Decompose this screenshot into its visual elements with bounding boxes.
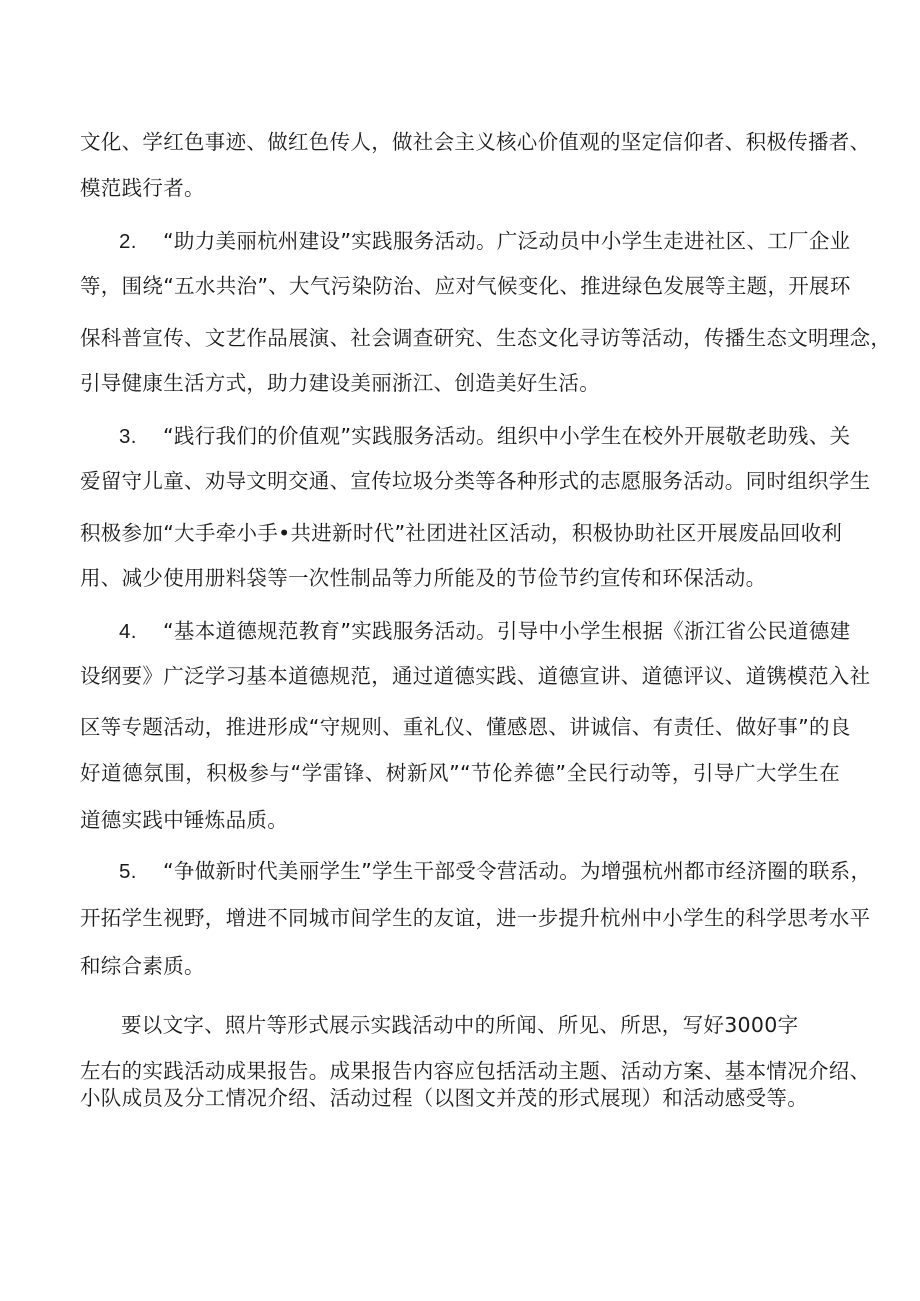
item-4-line-3: 区等专题活动，推进形成“守规则、重礼仪、懂感恩、讲诚信、有责任、做好事”的良 [80,715,851,739]
item-3-number: 3. [119,425,137,448]
item-5-heading-text: “争做新时代美丽学生”学生干部受令营活动。为增强杭州都市经济圈的联系， [163,859,872,883]
item-4-line-4: 好道德氛围，积极参与“学雷锋、树新风”“节伦养德”全民行动等，引导广大学生在 [80,761,840,785]
item-3-line-2: 爱留守儿童、劝导文明交通、宣传垃圾分类等各种形式的志愿服务活动。同时组织学生 [80,469,871,493]
item-2-line-1 [119,227,851,256]
item-5-line-3: 和综合素质。 [80,954,205,978]
closing-line-1: 要以文字、照片等形式展示实践活动中的所闻、所见、所思，写好3000字 [121,1013,799,1037]
item-2-heading-text: “助力美丽杭州建设”实践服务活动。广泛动员中小学生走进社区、工厂企业 [163,229,851,253]
item-4-heading-text: “基本道德规范教育”实践服务活动。引导中小学生根据《浙江省公民道德建 [163,619,851,643]
paragraph-1-line-1: 文化、学红色事迹、做红色传人，做社会主义核心价值观的坚定信仰者、积极传播者、 [80,130,871,154]
closing-line-3: 小队成员及分工情况介绍、活动过程（以图文并茂的形式展现）和活动感受等。 [80,1086,808,1110]
item-4-line-1 [119,617,851,646]
item-3-line-3: 积极参加“大手牵小手•共进新时代”社团进社区活动，积极协助社区开展废品回收利 [80,521,843,545]
item-4-number: 4. [119,620,137,643]
item-2-number: 2. [119,230,137,253]
item-3-heading-text: “践行我们的价值观”实践服务活动。组织中小学生在校外开展敬老助残、关 [163,424,851,448]
item-4-line-5: 道德实践中锤炼品质。 [80,808,288,832]
paragraph-1-line-2: 模范践行者。 [80,176,205,200]
item-2-line-4: 引导健康生活方式，助力建设美丽浙江、创造美好生活。 [80,371,600,395]
item-5-line-2: 开拓学生视野，增进不同城市间学生的友谊，进一步提升杭州中小学生的科学思考水平 [80,906,871,930]
item-5-line-1 [119,857,872,886]
item-4-line-2: 设纲要》广泛学习基本道德规范，通过道德实践、道德宣讲、道德评议、道镌模范入社 [80,664,871,688]
item-2-line-2: 等，围绕“五水共治”、大气污染防治、应对气候变化、推进绿色发展等主题，开展环 [80,274,851,298]
item-3-line-1 [119,422,851,451]
item-3-line-4: 用、减少使用册料袋等一次性制品等力所能及的节俭节约宣传和环保活动。 [80,566,767,590]
item-2-line-3: 保科普宣传、文艺作品展演、社会调查研究、生态文化寻访等活动，传播生态文明理念， [80,326,892,350]
closing-line-2: 左右的实践活动成果报告。成果报告内容应包括活动主题、活动方案、基本情况介绍、 [80,1059,871,1083]
item-5-number: 5. [119,860,137,883]
